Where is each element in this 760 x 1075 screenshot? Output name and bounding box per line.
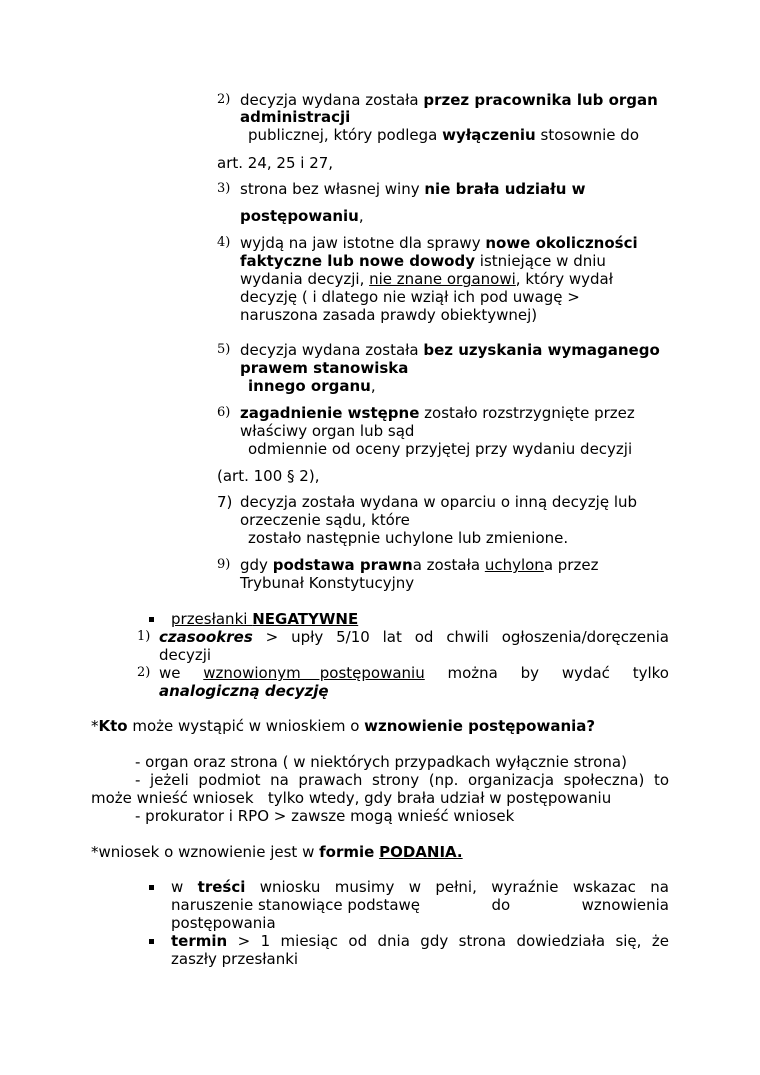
list-number: 7) bbox=[217, 493, 233, 511]
list-number: 2) bbox=[137, 665, 151, 680]
list-item-text: decyzję ( i dlatego nie wziął ich pod uwagę > bbox=[240, 288, 580, 306]
list-item-text: postępowaniu, bbox=[240, 207, 364, 225]
justified-line: termin > 1 miesiąc od dnia gdy strona dowiedziała się, że bbox=[171, 932, 669, 950]
justified-line: w treści wniosku musimy w pełni, wyraźnie wskazac na bbox=[171, 878, 669, 896]
list-item-text: decyzja wydana została bez uzyskania wymaganego bbox=[240, 341, 660, 359]
list-number: 6) bbox=[217, 405, 231, 420]
list-item-text: faktyczne lub nowe dowody istniejące w dniu bbox=[240, 252, 606, 270]
list-item-text: zagadnienie wstępne zostało rozstrzygnięte przez bbox=[240, 404, 635, 422]
list-item-text: zostało następnie uchylone lub zmienione. bbox=[248, 529, 569, 547]
list-number: 3) bbox=[217, 181, 231, 196]
list-item-text: naruszona zasada prawdy obiektywnej) bbox=[240, 306, 538, 324]
section-heading: przesłanki NEGATYWNE bbox=[171, 610, 359, 628]
justified-line: - jeżeli podmiot na prawach strony (np. organizacja społeczna) to bbox=[135, 771, 669, 789]
list-item-text: wyjdą na jaw istotne dla sprawy nowe okoliczności bbox=[240, 234, 638, 252]
list-item-text: decyzja została wydana w oparciu o inną decyzję lub bbox=[240, 493, 638, 511]
list-number: 4) bbox=[217, 235, 231, 250]
list-item-text: gdy podstawa prawna została uchylona przez bbox=[240, 556, 599, 574]
list-number: 1) bbox=[137, 629, 151, 644]
list-item-text: publicznej, który podlega wyłączeniu stosownie do bbox=[248, 126, 640, 144]
list-item-text: decyzja wydana została przez pracownika lub organ bbox=[240, 91, 658, 109]
justified-line: czasookres > upły 5/10 lat od chwili ogłoszenia/doręczenia bbox=[159, 628, 669, 646]
list-item-text: decyzji bbox=[159, 646, 212, 664]
list-item-text: strona bez własnej winy nie brała udziału w bbox=[240, 180, 586, 198]
bullet-square-icon bbox=[149, 885, 154, 890]
paragraph-line: może wnieść wniosek tylko wtedy, gdy brała udział w postępowaniu bbox=[91, 789, 612, 807]
paragraph-line: - organ oraz strona ( w niektórych przypadkach wyłącznie strona) bbox=[135, 753, 627, 771]
list-item-text: odmiennie od oceny przyjętej przy wydaniu decyzji bbox=[248, 440, 633, 458]
continuation-text: (art. 100 § 2), bbox=[217, 467, 320, 485]
list-item-text: orzeczenie sądu, które bbox=[240, 511, 410, 529]
list-item-text: wydania decyzji, nie znane organowi, który wydał bbox=[240, 270, 614, 288]
list-item-text: administracji bbox=[240, 108, 351, 126]
list-item-text: analogiczną decyzję bbox=[159, 682, 329, 700]
paragraph-line: zaszły przesłanki bbox=[171, 950, 299, 968]
justified-line: naruszenie stanowiące podstawę do wznowienia bbox=[171, 896, 669, 914]
paragraph-line: postępowania bbox=[171, 914, 276, 932]
form-heading: *wniosek o wznowienie jest w formie PODANIA. bbox=[91, 843, 463, 861]
list-item-text: innego organu, bbox=[248, 377, 376, 395]
list-item-text: Trybunał Konstytucyjny bbox=[240, 574, 415, 592]
bullet-square-icon bbox=[149, 939, 154, 944]
justified-line: we wznowionym postępowaniu można by wydać tylko bbox=[159, 664, 669, 682]
list-item-text: prawem stanowiska bbox=[240, 359, 409, 377]
list-item-text: właściwy organ lub sąd bbox=[240, 422, 415, 440]
continuation-text: art. 24, 25 i 27, bbox=[217, 154, 334, 172]
question-heading: *Kto może wystąpić w wnioskiem o wznowienie postępowania? bbox=[91, 717, 596, 735]
list-number: 5) bbox=[217, 342, 231, 357]
paragraph-line: - prokurator i RPO > zawsze mogą wnieść wniosek bbox=[135, 807, 515, 825]
list-number: 9) bbox=[217, 557, 231, 572]
bullet-square-icon bbox=[149, 617, 154, 622]
list-number: 2) bbox=[217, 92, 231, 107]
